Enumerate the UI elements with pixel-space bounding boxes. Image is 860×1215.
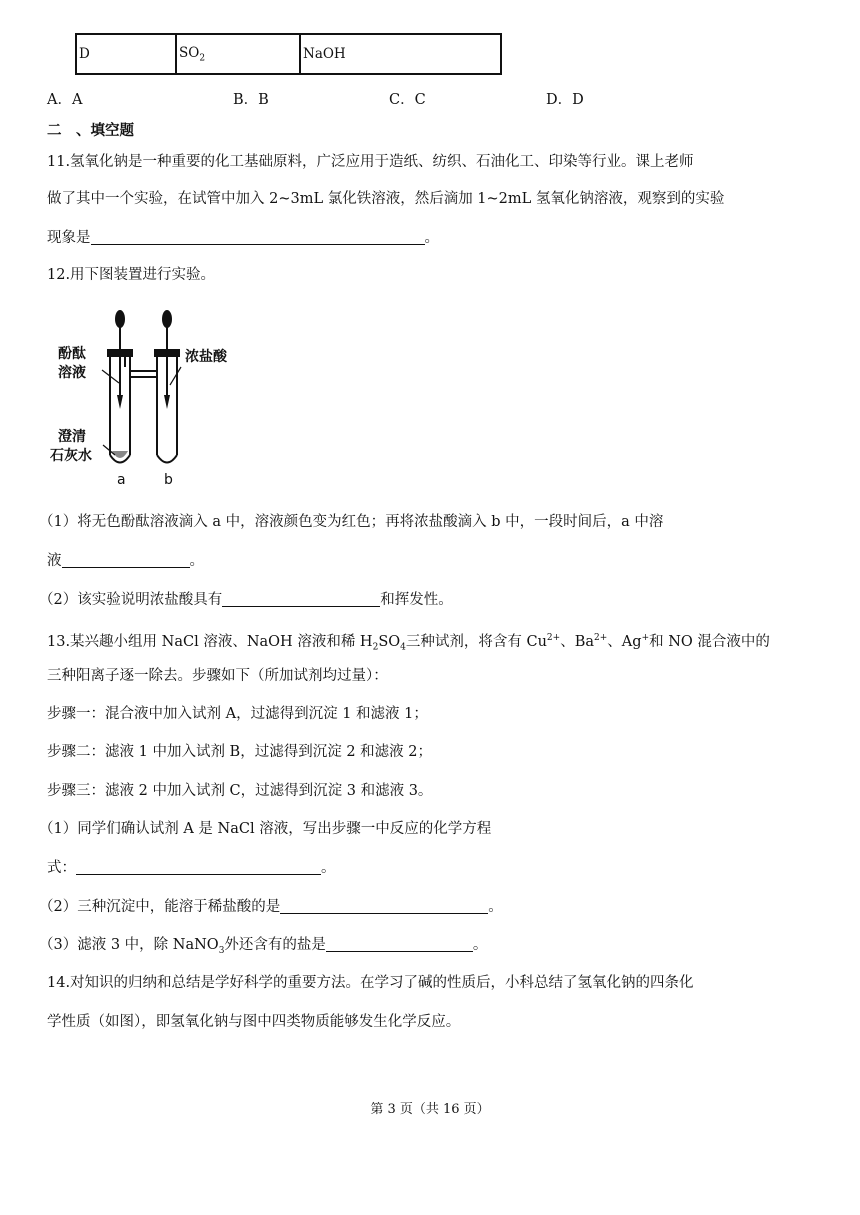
q14-line2: 学性质（如图），即氢氧化钠与图中四类物质能够发生化学反应。 [47, 1014, 461, 1030]
q13-part3-suffix: 。 [472, 937, 488, 953]
text-segment: 三种试剂，将含有 Cu [405, 633, 547, 650]
q13-step1: 步骤一：混合液中加入试剂 A，过滤得到沉淀 1 和滤液 1； [47, 706, 428, 722]
q13-part1-line1: （1）同学们确认试剂 A 是 NaCl 溶液，写出步骤一中反应的化学方程 [39, 821, 492, 837]
q13-step2: 步骤二：滤液 1 中加入试剂 B，过滤得到沉淀 2 和滤液 2； [47, 744, 432, 760]
choice-c: C．C [389, 92, 426, 108]
q12-part2-prefix: （2）该实验说明浓盐酸具有 [39, 592, 223, 608]
answer-blank[interactable] [91, 228, 425, 245]
apparatus-drawing [55, 305, 255, 495]
table-row [76, 34, 501, 74]
answer-blank[interactable] [280, 897, 488, 914]
subscript: 2 [372, 642, 379, 653]
choice-b: B．B [233, 92, 269, 108]
table-cell: D [76, 34, 176, 74]
text-segment: 13.某兴趣小组用 NaCl 溶液、NaOH 溶液和稀 H [47, 633, 373, 650]
label-solution: 溶液 [58, 365, 86, 381]
q12-line1: 12.用下图装置进行实验。 [47, 267, 216, 283]
q11-line3 [47, 228, 439, 248]
superscript: + [641, 633, 650, 643]
q13-part3 [39, 935, 487, 961]
q12-part1-line1: （1）将无色酚酞溶液滴入 a 中，溶液颜色变为红色；再将浓盐酸滴入 b 中，一段时间后，a 中溶 [39, 514, 664, 530]
text-segment: 、Ag [607, 633, 642, 650]
q13-line1 [47, 628, 770, 658]
answer-blank[interactable] [326, 935, 473, 952]
formula-text: SO [179, 44, 200, 61]
choice-d: D．D [546, 92, 584, 108]
label-phenolphthalein: 酚酞 [58, 346, 86, 362]
table-cell: NaOH [300, 34, 501, 74]
text-segment: 和 NO 混合液中的 [649, 633, 770, 650]
superscript: 2+ [594, 633, 608, 643]
apparatus-figure [50, 305, 255, 495]
page-footer: 第 3 页（共 16 页） [370, 1102, 490, 1117]
q13-part1-prefix: 式： [47, 860, 76, 876]
section-title: 二 、填空题 [47, 123, 134, 139]
options-table [75, 33, 502, 75]
superscript: 2+ [546, 633, 561, 643]
label-tube-b: b [164, 472, 173, 488]
q13-part1-line2 [47, 858, 336, 878]
answer-blank[interactable] [222, 590, 380, 607]
label-tube-a: a [117, 472, 126, 488]
q12-part1-suffix: 。 [189, 553, 204, 569]
q12-part2-suffix: 和挥发性。 [380, 592, 453, 608]
q13-step3: 步骤三：滤液 2 中加入试剂 C，过滤得到沉淀 3 和滤液 3。 [47, 783, 433, 799]
q13-part2-suffix: 。 [488, 899, 503, 915]
q11-line2: 做了其中一个实验，在试管中加入 2~3mL 氯化铁溶液，然后滴加 1~2mL 氢氧化钠溶液，观察到的实验 [47, 191, 725, 207]
q12-part2 [39, 590, 453, 610]
q11-prefix: 现象是 [47, 230, 91, 246]
label-limewater-2: 石灰水 [50, 448, 92, 464]
q13-part2-prefix: （2）三种沉淀中，能溶于稀盐酸的是 [39, 899, 281, 915]
choice-a: A．A [47, 92, 83, 108]
q11-line1: 11.氢氧化钠是一种重要的化工基础原料，广泛应用于造纸、纺织、石油化工、印染等行业。课上老师 [47, 154, 694, 170]
q11-suffix: 。 [424, 230, 439, 246]
text-segment: （3）滤液 3 中，除 NaNO [39, 937, 219, 953]
text-segment: 、Ba [560, 633, 595, 650]
q12-part1-line2 [47, 551, 204, 571]
q13-line2: 三种阳离子逐一除去。步骤如下（所加试剂均过量）： [47, 668, 388, 684]
answer-blank[interactable] [76, 858, 321, 875]
table-cell [176, 34, 300, 74]
text-segment: SO [378, 633, 401, 650]
label-conc-hcl: 浓盐酸 [185, 349, 227, 365]
answer-blank[interactable] [62, 551, 190, 568]
subscript: 3 [218, 945, 225, 956]
q12-part1-prefix: 液 [47, 553, 62, 569]
q13-part1-suffix: 。 [321, 860, 336, 876]
subscript: 4 [400, 642, 406, 653]
q14-line1: 14.对知识的归纳和总结是学好科学的重要方法。在学习了碱的性质后，小科总结了氢氧化钠的四条化 [47, 975, 694, 991]
q13-part2 [39, 897, 503, 917]
label-limewater-1: 澄清 [58, 429, 86, 445]
subscript: 2 [199, 53, 206, 64]
text-segment: 外还含有的盐是 [224, 937, 326, 953]
